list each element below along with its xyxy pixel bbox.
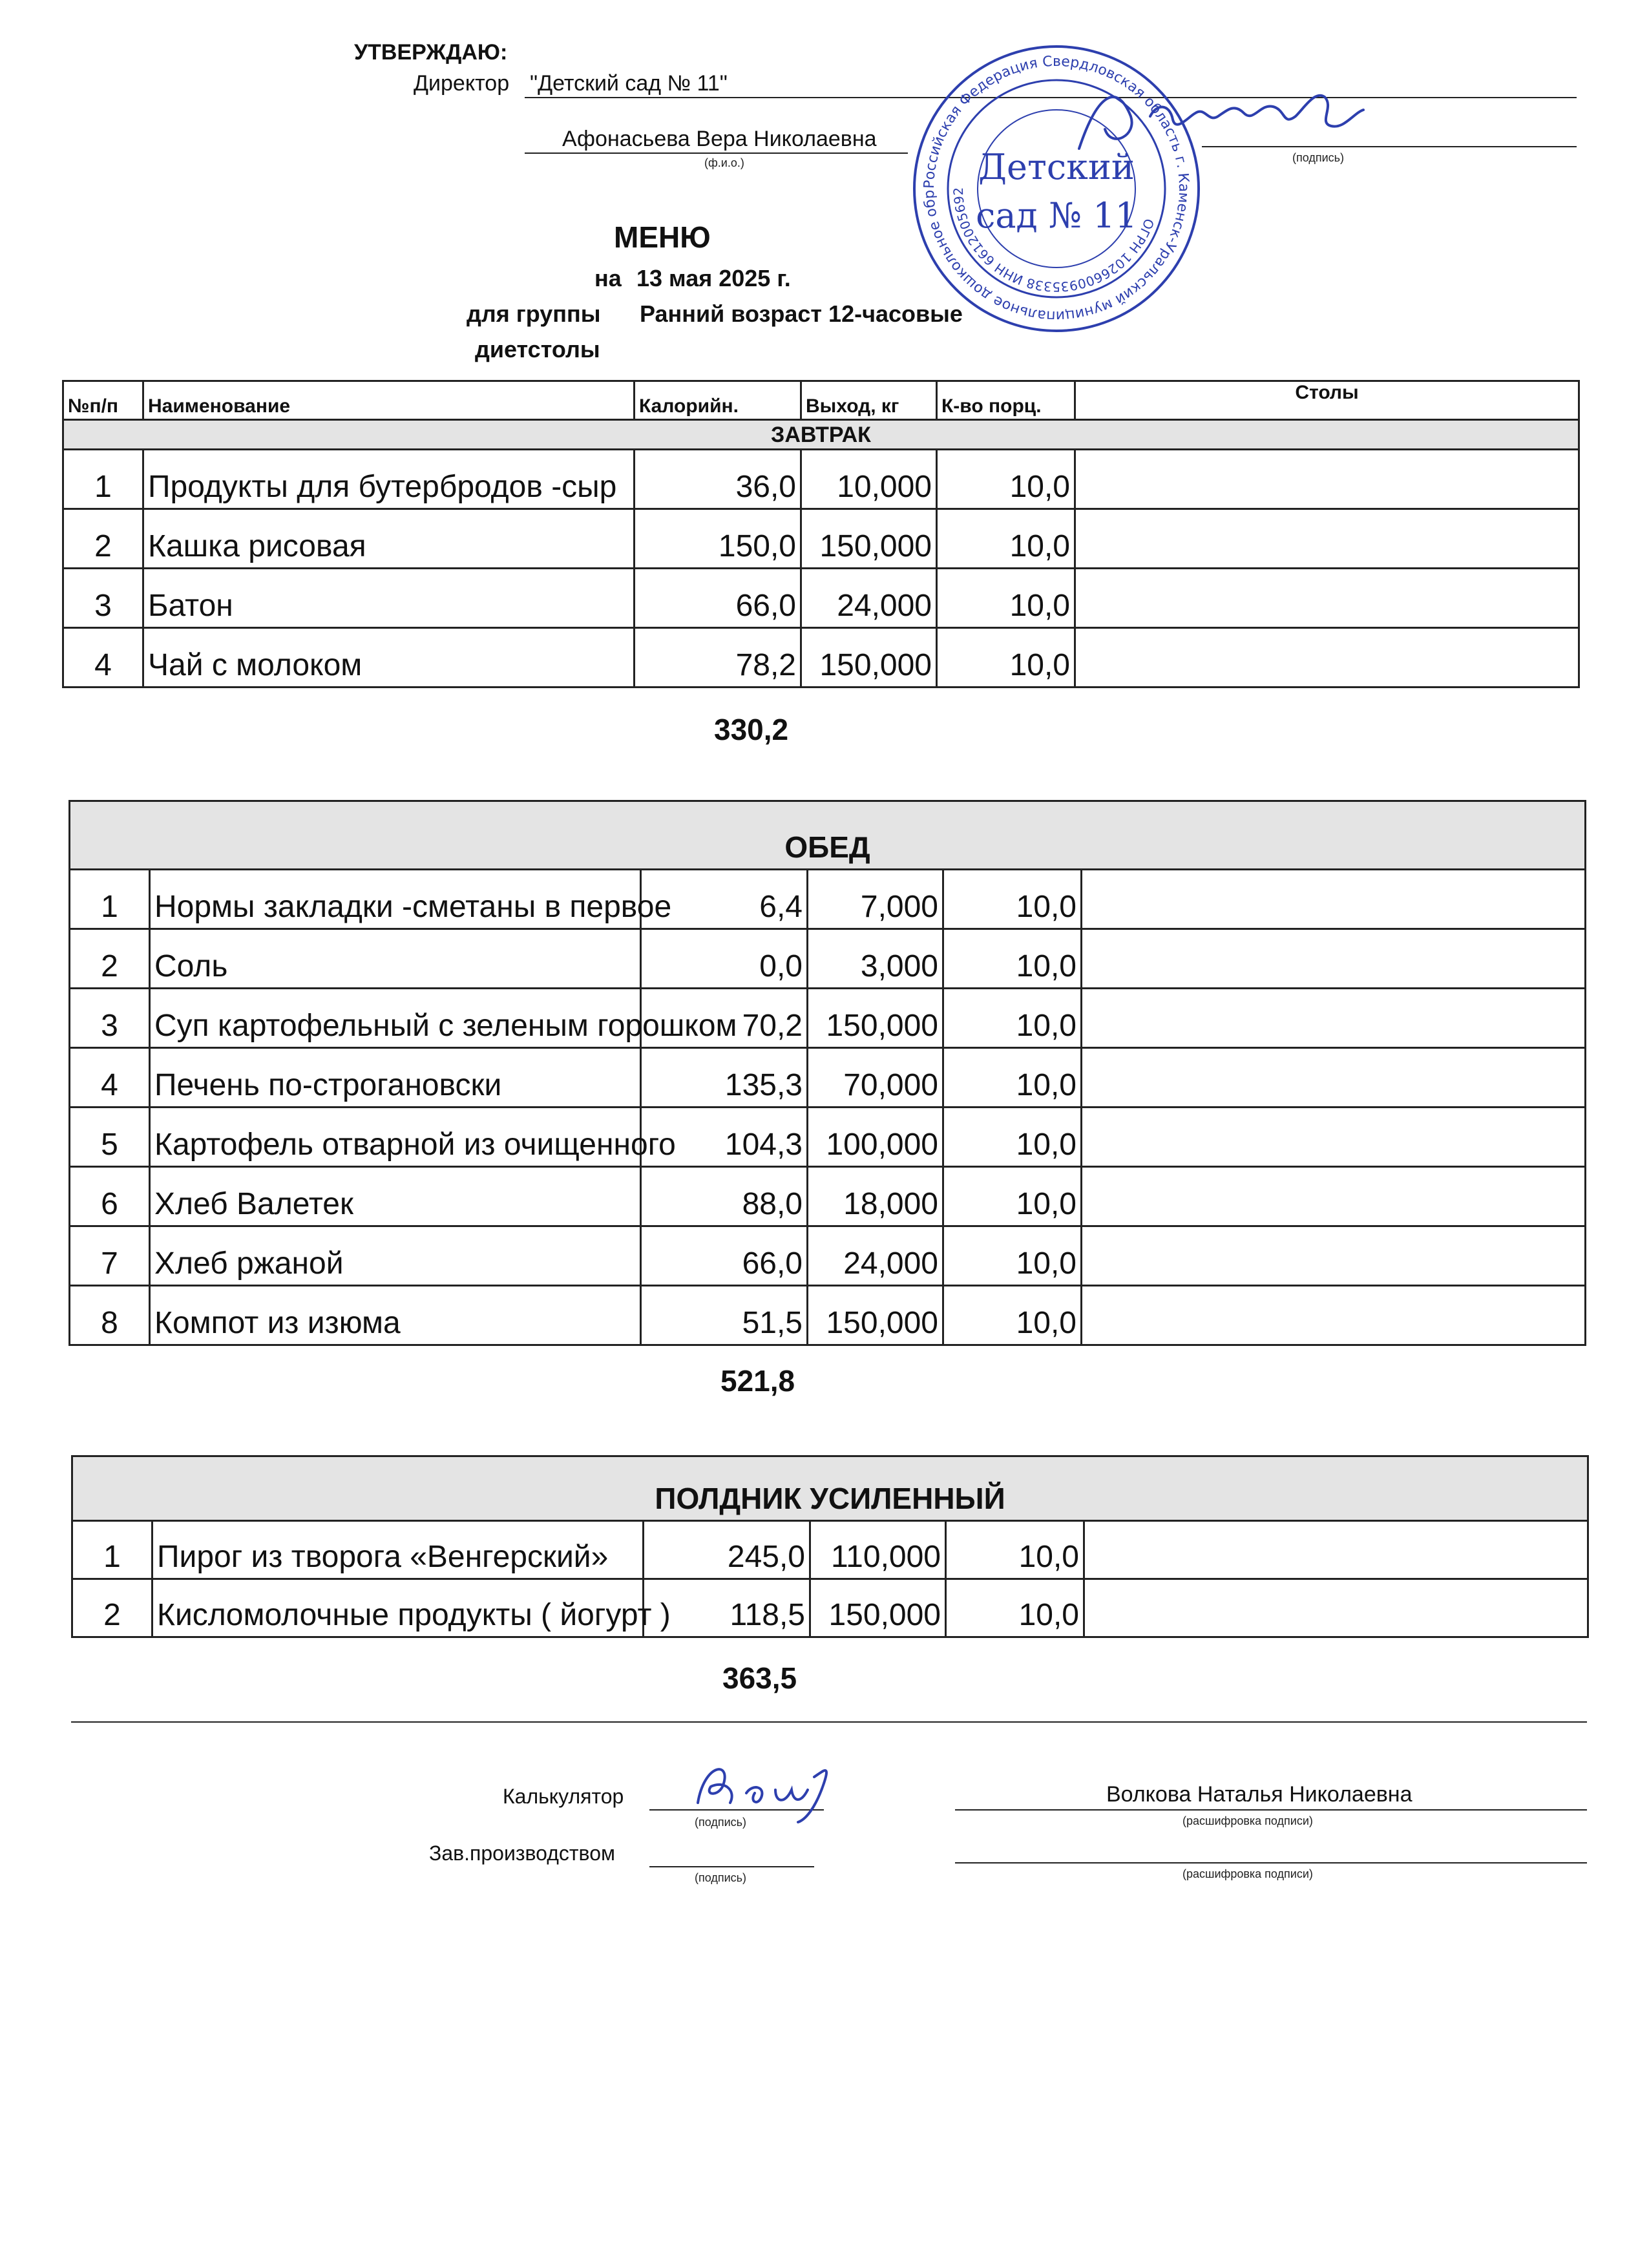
dish-name: Продукты для бутербродов -сыр	[143, 450, 635, 509]
dish-calories: 6,4	[641, 870, 808, 929]
dish-calories: 66,0	[635, 569, 801, 628]
dish-tables	[1082, 870, 1586, 929]
breakfast-table	[62, 380, 1580, 688]
production-label: Зав.производством	[429, 1842, 615, 1865]
col-tables-header: Столы	[1075, 381, 1579, 420]
dish-yield: 18,000	[808, 1167, 943, 1226]
calculator-name: Волкова Наталья Николаевна	[1106, 1782, 1413, 1807]
snack-table	[71, 1455, 1589, 1638]
dish-portions: 10,0	[943, 870, 1082, 929]
director-label: Директор	[414, 71, 510, 96]
dish-yield: 150,000	[801, 509, 937, 569]
dish-calories: 51,5	[641, 1286, 808, 1345]
director-signature-caption: (подпись)	[1292, 151, 1345, 164]
dish-calories: 66,0	[641, 1226, 808, 1286]
dish-name: Суп картофельный с зеленым горошком	[150, 989, 641, 1048]
row-number: 1	[72, 1521, 152, 1579]
dish-yield: 150,000	[801, 628, 937, 688]
dish-calories: 245,0	[644, 1521, 810, 1579]
dish-tables	[1082, 1286, 1586, 1345]
organization-name: "Детский сад № 11"	[530, 71, 728, 96]
row-number: 3	[70, 989, 150, 1048]
dish-portions: 10,0	[937, 509, 1075, 569]
table-row	[70, 1226, 1586, 1286]
dish-name: Нормы закладки -сметаны в первое	[150, 870, 641, 929]
table-row	[70, 989, 1586, 1048]
table-row	[63, 628, 1579, 688]
dish-tables	[1082, 989, 1586, 1048]
lunch-total: 521,8	[720, 1364, 795, 1398]
row-number: 7	[70, 1226, 150, 1286]
dish-tables	[1082, 1048, 1586, 1108]
table-row	[70, 1048, 1586, 1108]
dish-tables	[1084, 1579, 1588, 1637]
dish-name: Пирог из творога «Венгерский»	[152, 1521, 644, 1579]
page-title: МЕНЮ	[614, 220, 711, 254]
dish-name: Хлеб ржаной	[150, 1226, 641, 1286]
dish-tables	[1082, 1108, 1586, 1167]
stamp-ogrn: ОГРН 1026600935338 ИНН 6612005692	[950, 187, 1157, 295]
col-yield-header: Выход, кг	[801, 381, 937, 420]
dish-yield: 24,000	[808, 1226, 943, 1286]
row-number: 3	[63, 569, 143, 628]
dish-tables	[1075, 450, 1579, 509]
date-prefix: на	[594, 265, 622, 291]
dish-calories: 118,5	[644, 1579, 810, 1637]
table-row	[70, 1167, 1586, 1226]
dish-yield: 70,000	[808, 1048, 943, 1108]
table-row	[63, 569, 1579, 628]
dish-calories: 0,0	[641, 929, 808, 989]
production-signature-caption: (подпись)	[695, 1871, 747, 1884]
dish-tables	[1075, 628, 1579, 688]
dish-name: Соль	[150, 929, 641, 989]
snack-total: 363,5	[722, 1661, 797, 1695]
dish-calories: 150,0	[635, 509, 801, 569]
table-row	[72, 1521, 1588, 1579]
dish-tables	[1075, 509, 1579, 569]
stamp-ring-text: Российская Федерация Свердловская область г. Каменск-Уральский муниципальное дошкольное обр	[921, 53, 1192, 324]
row-number: 4	[63, 628, 143, 688]
dish-calories: 104,3	[641, 1108, 808, 1167]
dish-name: Кислoмолочные продукты ( йогурт )	[152, 1579, 644, 1637]
col-name-header: Наименование	[143, 381, 635, 420]
table-row	[63, 509, 1579, 569]
dish-portions: 10,0	[943, 1048, 1082, 1108]
group-name: Ранний возраст 12-часовые	[640, 300, 963, 327]
dish-name: Картофель отварной из очищенного	[150, 1108, 641, 1167]
row-number: 2	[63, 509, 143, 569]
director-name: Афонасьева Вера Николаевна	[562, 127, 877, 151]
table-row	[72, 1579, 1588, 1637]
organization-stamp	[908, 40, 1205, 337]
dish-name: Кашка рисовая	[143, 509, 635, 569]
dish-name: Чай с молоком	[143, 628, 635, 688]
calculator-decode-caption: (расшифровка подписи)	[1182, 1814, 1313, 1827]
dish-portions: 10,0	[943, 1286, 1082, 1345]
dish-portions: 10,0	[943, 929, 1082, 989]
section-title-breakfast: ЗАВТРАК	[63, 420, 1579, 450]
row-number: 2	[72, 1579, 152, 1637]
row-number: 8	[70, 1286, 150, 1345]
fio-underline	[525, 152, 908, 154]
col-portions-header: К-во порц.	[937, 381, 1075, 420]
footer-divider	[71, 1721, 1587, 1723]
fio-caption: (ф.и.о.)	[704, 156, 744, 169]
dish-portions: 10,0	[943, 1226, 1082, 1286]
dish-portions: 10,0	[937, 450, 1075, 509]
group-prefix: для группы	[467, 300, 601, 327]
row-number: 2	[70, 929, 150, 989]
dish-tables	[1082, 1226, 1586, 1286]
dish-calories: 36,0	[635, 450, 801, 509]
table-row	[63, 450, 1579, 509]
table-row	[70, 870, 1586, 929]
col-num-header: №п/п	[63, 381, 143, 420]
table-row	[70, 1286, 1586, 1345]
dish-yield: 24,000	[801, 569, 937, 628]
production-decode-caption: (расшифровка подписи)	[1182, 1867, 1313, 1880]
dish-calories: 88,0	[641, 1167, 808, 1226]
calculator-signature-caption: (подпись)	[695, 1816, 747, 1829]
row-number: 4	[70, 1048, 150, 1108]
dish-tables	[1082, 929, 1586, 989]
production-signature-line	[649, 1866, 814, 1867]
dish-portions: 10,0	[943, 989, 1082, 1048]
calculator-label: Калькулятор	[503, 1785, 624, 1808]
dish-name: Печень по-строгановски	[150, 1048, 641, 1108]
stamp-center-top: Детский	[978, 147, 1135, 187]
dish-yield: 10,000	[801, 450, 937, 509]
lunch-table	[68, 800, 1586, 1346]
table-row	[70, 1108, 1586, 1167]
dish-yield: 150,000	[808, 1286, 943, 1345]
dish-portions: 10,0	[943, 1108, 1082, 1167]
dish-name: Батон	[143, 569, 635, 628]
dish-portions: 10,0	[946, 1521, 1084, 1579]
dish-portions: 10,0	[946, 1579, 1084, 1637]
row-number: 6	[70, 1167, 150, 1226]
menu-date: 13 мая 2025 г.	[636, 265, 791, 291]
column-header-row	[63, 381, 1579, 420]
dish-yield: 150,000	[808, 989, 943, 1048]
diet-label: диетстолы	[475, 336, 600, 362]
production-decode-line	[955, 1862, 1587, 1864]
row-number: 1	[63, 450, 143, 509]
dish-yield: 3,000	[808, 929, 943, 989]
section-title-snack: ПОЛДНИК УСИЛЕННЫЙ	[72, 1456, 1588, 1521]
dish-calories: 135,3	[641, 1048, 808, 1108]
row-number: 5	[70, 1108, 150, 1167]
dish-portions: 10,0	[937, 569, 1075, 628]
dish-name: Хлеб Валетек	[150, 1167, 641, 1226]
dish-portions: 10,0	[943, 1167, 1082, 1226]
dish-portions: 10,0	[937, 628, 1075, 688]
dish-tables	[1075, 569, 1579, 628]
stamp-center-bottom: сад № 11	[976, 195, 1137, 236]
row-number: 1	[70, 870, 150, 929]
dish-yield: 150,000	[810, 1579, 946, 1637]
dish-yield: 100,000	[808, 1108, 943, 1167]
dish-calories: 70,2	[641, 989, 808, 1048]
col-calories-header: Калорийн.	[635, 381, 801, 420]
dish-tables	[1082, 1167, 1586, 1226]
dish-tables	[1084, 1521, 1588, 1579]
dish-yield: 7,000	[808, 870, 943, 929]
table-row	[70, 929, 1586, 989]
breakfast-total: 330,2	[714, 713, 789, 746]
dish-yield: 110,000	[810, 1521, 946, 1579]
section-title-lunch: ОБЕД	[70, 801, 1586, 870]
calculator-decode-line	[955, 1809, 1587, 1811]
dish-calories: 78,2	[635, 628, 801, 688]
dish-name: Компот из изюма	[150, 1286, 641, 1345]
approval-title: УТВЕРЖДАЮ:	[354, 40, 508, 65]
